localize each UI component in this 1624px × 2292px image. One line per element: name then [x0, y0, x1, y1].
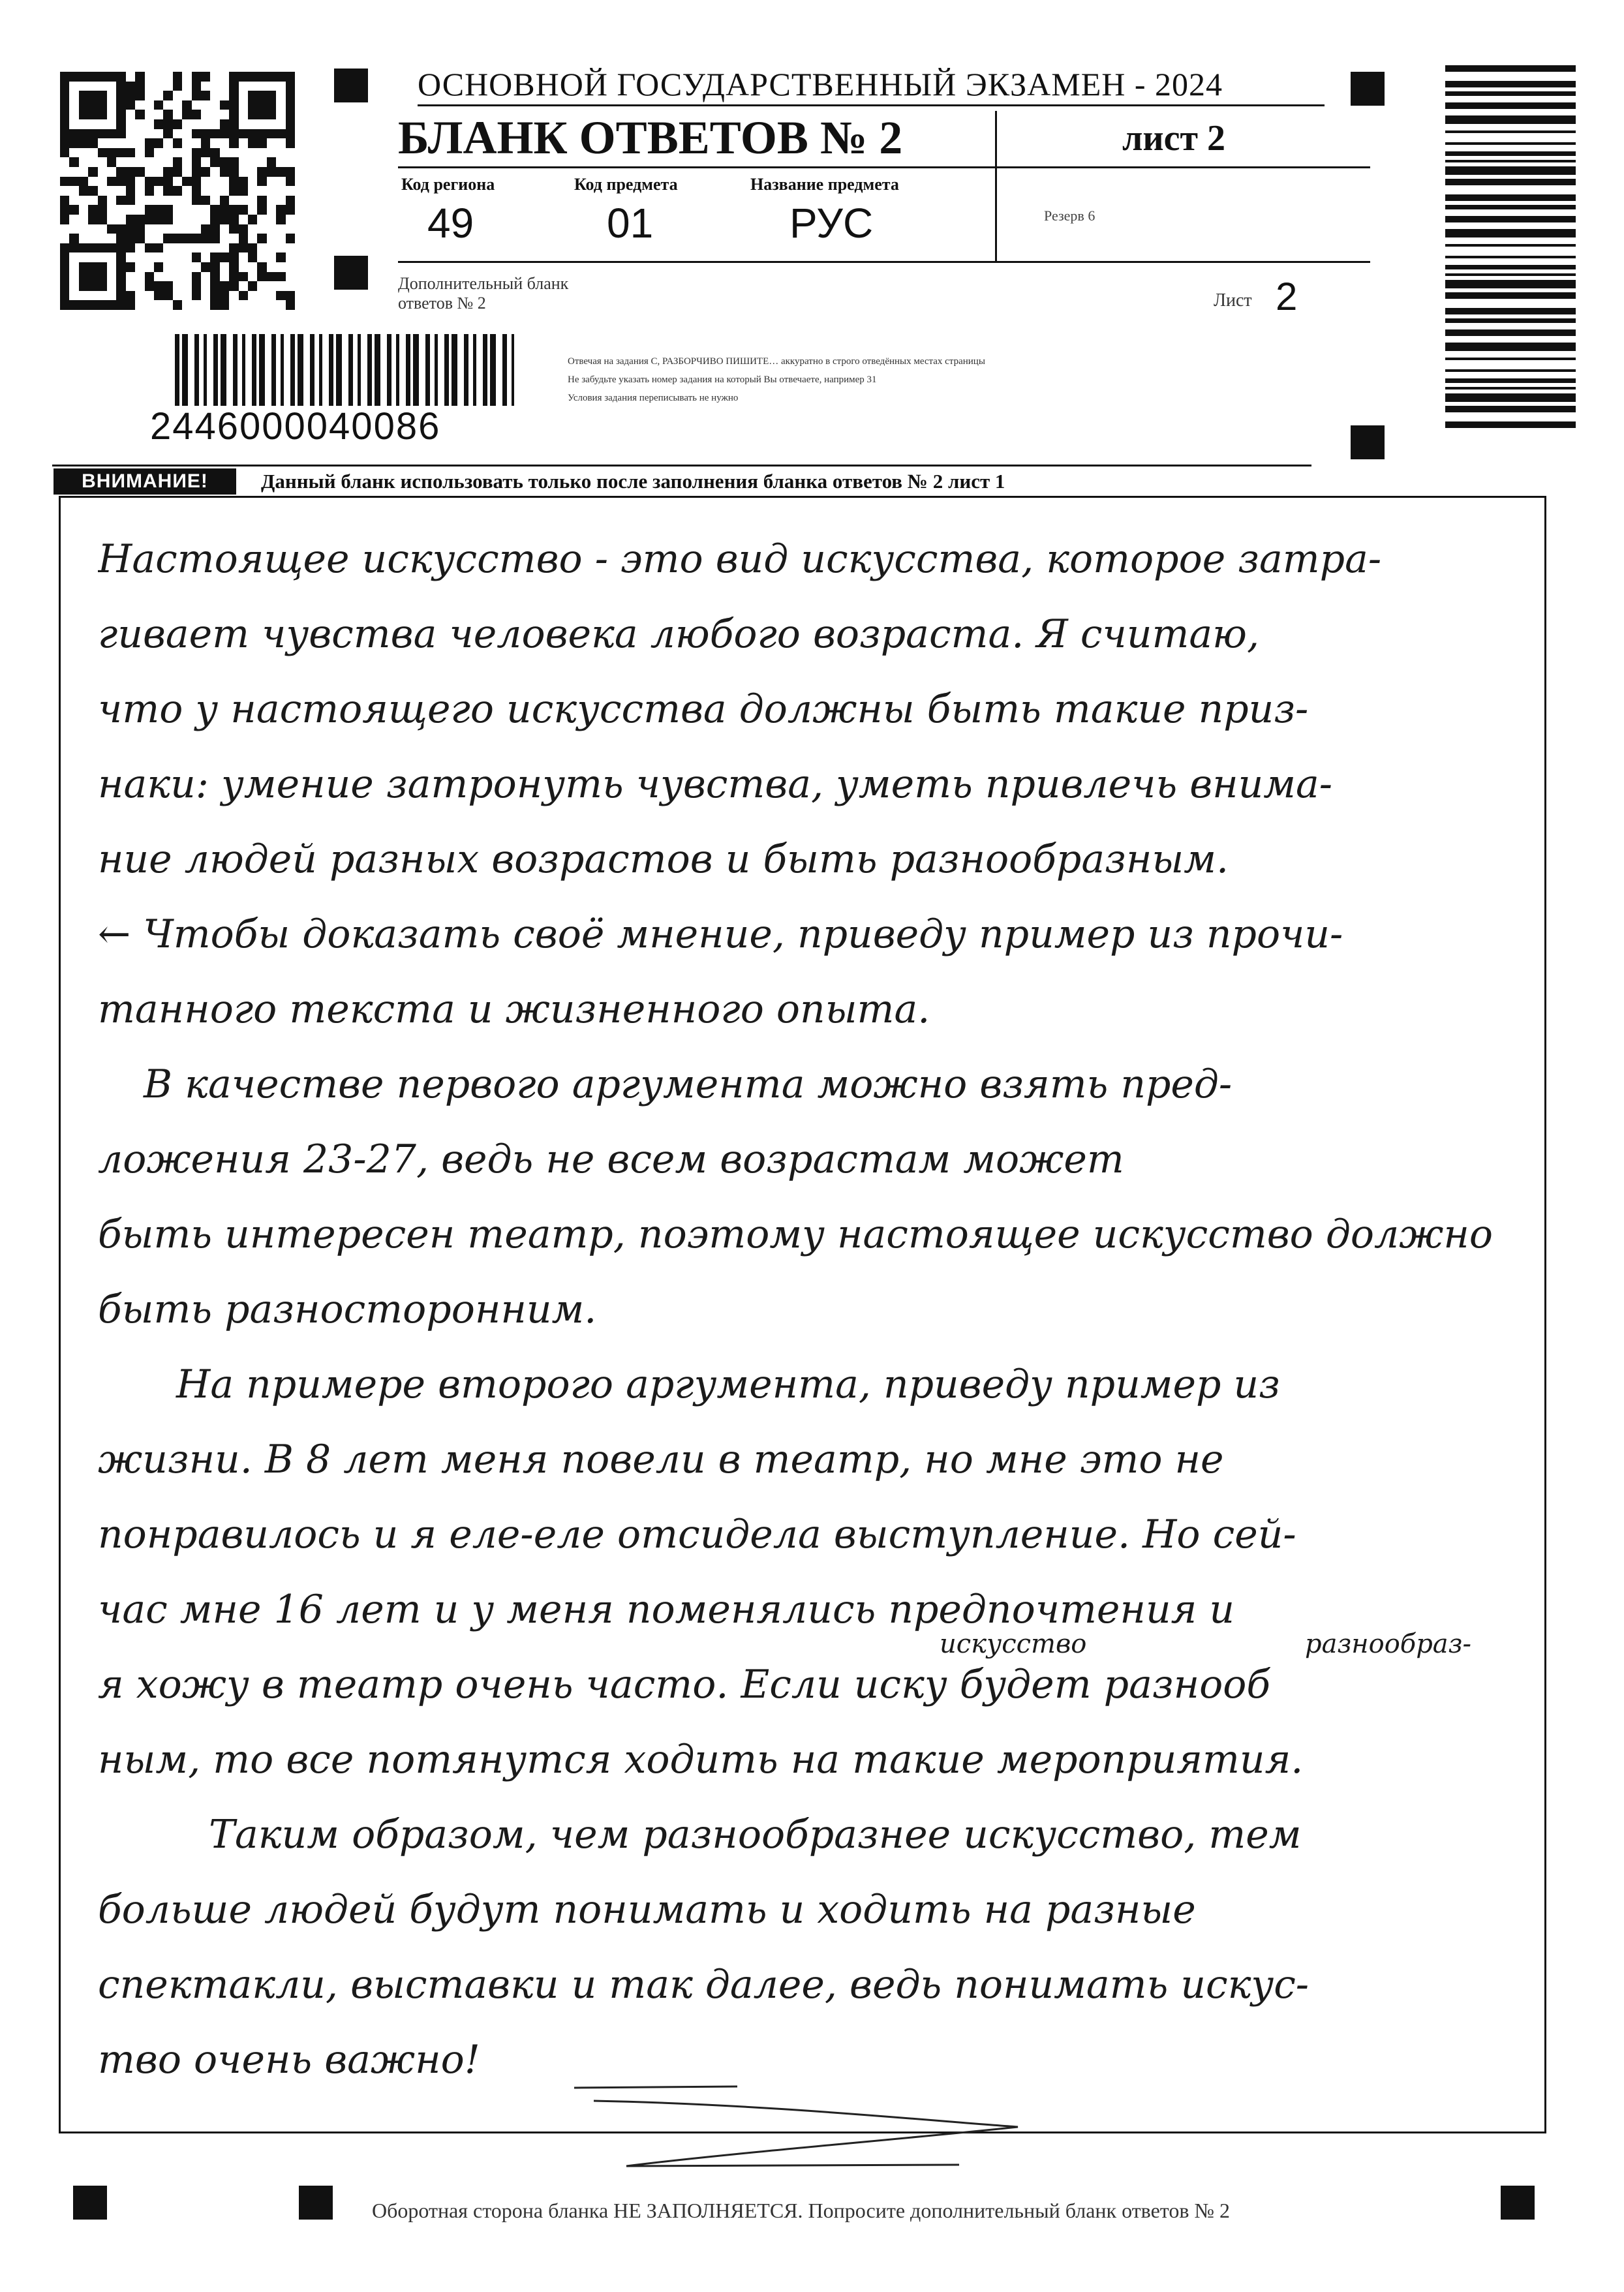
insertion-note: искусство	[940, 1629, 1087, 1659]
form-title: БЛАНК ОТВЕТОВ № 2	[398, 112, 903, 164]
instruction-line: Отвечая на задания С, РАЗБОРЧИВО ПИШИТЕ… аккуратно в строго отведённых местах страницы	[568, 356, 985, 367]
instruction-line: Условия задания переписывать не нужно	[568, 393, 739, 403]
answer-line: что у настоящего искусства должны быть такие приз-	[98, 686, 1309, 732]
answer-line: больше людей будут понимать и ходить на разные	[98, 1887, 1196, 1933]
answer-line: быть разносторонним.	[98, 1287, 597, 1332]
alignment-marker	[1501, 2186, 1535, 2220]
subject-code-label: Код предмета	[574, 175, 678, 194]
answer-line: ние людей разных возрастов и быть разнообразным.	[98, 836, 1229, 882]
end-of-answer-mark	[568, 2075, 1037, 2173]
subject-code: 01	[607, 200, 654, 247]
insertion-note: разнообраз-	[1305, 1629, 1471, 1659]
answer-line: наки: умение затронуть чувства, уметь привлечь внима-	[98, 761, 1333, 807]
answer-line: Таким образом, чем разнообразнее искусство, тем	[209, 1812, 1302, 1857]
alignment-marker	[334, 69, 368, 102]
instruction-line: Не забудьте указать номер задания на который Вы отвечаете, например 31	[568, 374, 877, 385]
handwritten-answer	[98, 522, 1520, 2098]
answer-line: танного текста и жизненного опыта.	[98, 986, 930, 1032]
answer-line: быть интересен театр, поэтому настоящее искусство должно	[98, 1212, 1494, 1257]
horizontal-barcode	[175, 334, 514, 406]
alignment-marker	[1351, 425, 1385, 459]
alignment-marker	[1351, 72, 1385, 106]
answer-line: понравилось и я еле-еле отсидела выступление. Но сей-	[98, 1512, 1296, 1557]
exam-title: ОСНОВНОЙ ГОСУДАРСТВЕННЫЙ ЭКЗАМЕН - 2024	[418, 65, 1325, 106]
barcode-number: 2446000040086	[150, 405, 441, 448]
qr-code	[60, 72, 295, 310]
header-rule	[398, 261, 1370, 263]
region-label: Код региона	[401, 175, 495, 194]
answer-line: спектакли, выставки и так далее, ведь понимать искус-	[98, 1962, 1310, 2008]
answer-line: час мне 16 лет и у меня поменялись предпочтения и	[98, 1587, 1235, 1632]
answer-line: В качестве первого аргумента можно взять пред-	[144, 1062, 1233, 1107]
answer-line: я хожу в театр очень часто. Если иску будет разнооб	[98, 1662, 1270, 1707]
answer-line: тво очень важно!	[98, 2037, 480, 2083]
alignment-marker	[73, 2186, 107, 2220]
header-divider	[995, 111, 997, 261]
instructions	[568, 352, 1383, 407]
answer-line: Настоящее искусство - это вид искусства, которое затра-	[98, 536, 1382, 582]
answer-line: На примере второго аргумента, приведу пример из	[176, 1362, 1280, 1407]
extra-form-label: Дополнительный бланк ответов № 2	[398, 274, 569, 313]
answer-line: гивает чувства человека любого возраста. Я считаю,	[98, 611, 1260, 657]
attention-badge: ВНИМАНИЕ!	[54, 468, 236, 495]
reserve-label: Резерв 6	[1044, 207, 1095, 224]
answer-line: ← Чтобы доказать своё мнение, приведу пример из прочи-	[98, 911, 1343, 957]
region-code: 49	[427, 200, 474, 247]
header-rule	[398, 166, 1370, 168]
list-label: Лист	[1214, 290, 1252, 311]
subject-name: РУС	[789, 200, 874, 247]
list-number: 2	[1276, 275, 1298, 318]
header-bottom-rule	[52, 465, 1311, 466]
alignment-marker	[334, 256, 368, 290]
answer-line: ным, то все потянутся ходить на такие мероприятия.	[98, 1737, 1304, 1782]
sheet-label: лист 2	[1122, 118, 1226, 159]
attention-text: Данный бланк использовать только после заполнения бланка ответов № 2 лист 1	[261, 470, 1005, 493]
footer-note: Оборотная сторона бланка НЕ ЗАПОЛНЯЕТСЯ. Попросите дополнительный бланк ответов № 2	[372, 2199, 1230, 2222]
subject-name-label: Название предмета	[750, 175, 899, 194]
answer-line: ложения 23-27, ведь не всем возрастам может	[98, 1137, 1124, 1182]
vertical-barcode	[1445, 65, 1576, 431]
answer-line: жизни. В 8 лет меня повели в театр, но мне это не	[98, 1437, 1224, 1482]
alignment-marker	[299, 2186, 333, 2220]
